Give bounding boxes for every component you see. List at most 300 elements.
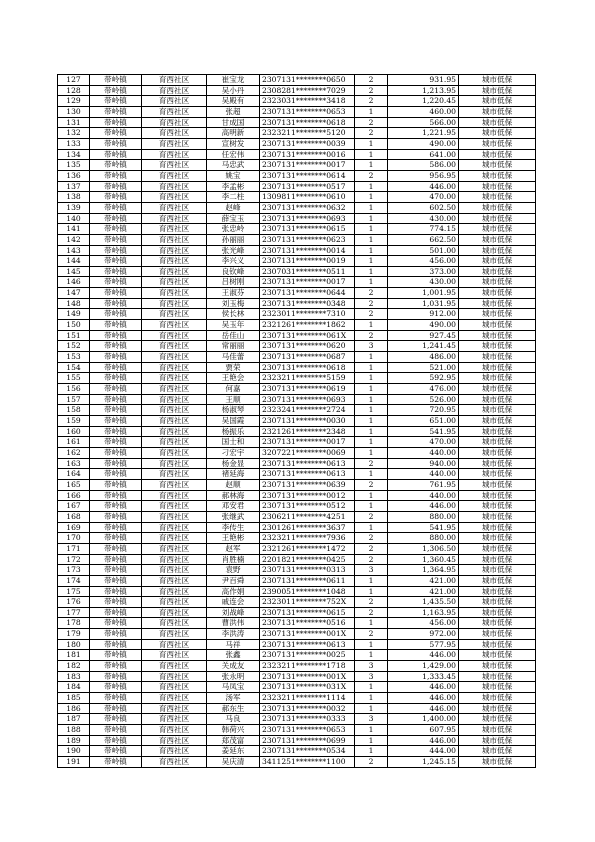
table-row — [58, 234, 536, 245]
table-row — [58, 384, 536, 395]
amount-cell: 456.00 — [388, 256, 459, 267]
town-cell: 带岭镇 — [90, 181, 142, 192]
name-cell: 侯长林 — [207, 309, 260, 320]
household-count-cell: 2 — [355, 607, 388, 618]
row-number-cell: 187 — [58, 714, 90, 725]
id-number-cell: 2307131********0017 — [260, 437, 355, 448]
town-cell: 带岭镇 — [90, 671, 142, 682]
name-cell: 张永明 — [207, 671, 260, 682]
id-number-cell: 2307131********0017 — [260, 277, 355, 288]
name-cell: 常丽丽 — [207, 341, 260, 352]
table-row — [58, 543, 536, 554]
town-cell: 带岭镇 — [90, 85, 142, 96]
table-row — [58, 75, 536, 86]
id-number-cell: 2307131********0653 — [260, 106, 355, 117]
amount-cell: 440.00 — [388, 490, 459, 501]
amount-cell: 662.50 — [388, 234, 459, 245]
id-number-cell: 2307131********0613 — [260, 458, 355, 469]
id-number-cell: 2307131********0613 — [260, 639, 355, 650]
town-cell: 带岭镇 — [90, 117, 142, 128]
household-count-cell: 1 — [355, 320, 388, 331]
amount-cell: 1,163.95 — [388, 607, 459, 618]
table-row — [58, 533, 536, 544]
row-number-cell: 161 — [58, 437, 90, 448]
id-number-cell: 2307131********0623 — [260, 234, 355, 245]
id-number-cell: 2306211********4251 — [260, 511, 355, 522]
row-number-cell: 165 — [58, 479, 90, 490]
row-number-cell: 145 — [58, 266, 90, 277]
name-cell: 崔宝龙 — [207, 75, 260, 86]
amount-cell: 444.00 — [388, 746, 459, 757]
assistance-type-cell: 城市低保 — [459, 138, 536, 149]
name-cell: 吴殿有 — [207, 96, 260, 107]
name-cell: 姚宝 — [207, 170, 260, 181]
assistance-type-cell: 城市低保 — [459, 682, 536, 693]
name-cell: 赵峰 — [207, 202, 260, 213]
household-count-cell: 2 — [355, 757, 388, 768]
row-number-cell: 175 — [58, 586, 90, 597]
row-number-cell: 174 — [58, 575, 90, 586]
table-row — [58, 458, 536, 469]
community-cell: 育西社区 — [142, 405, 207, 416]
community-cell: 育西社区 — [142, 607, 207, 618]
community-cell: 育西社区 — [142, 639, 207, 650]
table-row — [58, 352, 536, 363]
town-cell: 带岭镇 — [90, 693, 142, 704]
table-row — [58, 96, 536, 107]
table-row — [58, 650, 536, 661]
table-row — [58, 639, 536, 650]
id-number-cell: 2307131********0611 — [260, 575, 355, 586]
town-cell: 带岭镇 — [90, 330, 142, 341]
household-count-cell: 1 — [355, 106, 388, 117]
table-row — [58, 597, 536, 608]
household-count-cell: 1 — [355, 202, 388, 213]
household-count-cell: 3 — [355, 565, 388, 576]
community-cell: 育西社区 — [142, 192, 207, 203]
community-cell: 育西社区 — [142, 735, 207, 746]
name-cell: 关成友 — [207, 661, 260, 672]
row-number-cell: 146 — [58, 277, 90, 288]
amount-cell: 592.95 — [388, 373, 459, 384]
table-row — [58, 725, 536, 736]
amount-cell: 541.95 — [388, 522, 459, 533]
household-count-cell: 1 — [355, 650, 388, 661]
id-number-cell: 2323241********2724 — [260, 405, 355, 416]
town-cell: 带岭镇 — [90, 234, 142, 245]
town-cell: 带岭镇 — [90, 469, 142, 480]
household-count-cell: 1 — [355, 149, 388, 160]
household-count-cell: 3 — [355, 341, 388, 352]
assistance-type-cell: 城市低保 — [459, 128, 536, 139]
amount-cell: 880.00 — [388, 533, 459, 544]
community-cell: 育西社区 — [142, 85, 207, 96]
community-cell: 育西社区 — [142, 256, 207, 267]
name-cell: 杨振乐 — [207, 426, 260, 437]
amount-cell: 880.00 — [388, 511, 459, 522]
community-cell: 育西社区 — [142, 352, 207, 363]
id-number-cell: 2307131********0313 — [260, 565, 355, 576]
town-cell: 带岭镇 — [90, 138, 142, 149]
amount-cell: 1,306.50 — [388, 543, 459, 554]
id-number-cell: 2307131********0687 — [260, 352, 355, 363]
assistance-type-cell: 城市低保 — [459, 160, 536, 171]
town-cell: 带岭镇 — [90, 757, 142, 768]
name-cell: 王艳会 — [207, 373, 260, 384]
table-row — [58, 437, 536, 448]
name-cell: 张超 — [207, 106, 260, 117]
community-cell: 育西社区 — [142, 75, 207, 86]
assistance-type-cell: 城市低保 — [459, 341, 536, 352]
community-cell: 育西社区 — [142, 703, 207, 714]
id-number-cell: 2307131********0039 — [260, 138, 355, 149]
id-number-cell: 2301261********3637 — [260, 522, 355, 533]
town-cell: 带岭镇 — [90, 170, 142, 181]
amount-cell: 651.00 — [388, 416, 459, 427]
household-count-cell: 1 — [355, 160, 388, 171]
assistance-type-cell: 城市低保 — [459, 533, 536, 544]
assistance-type-cell: 城市低保 — [459, 629, 536, 640]
town-cell: 带岭镇 — [90, 725, 142, 736]
row-number-cell: 142 — [58, 234, 90, 245]
name-cell: 李二柱 — [207, 192, 260, 203]
row-number-cell: 134 — [58, 149, 90, 160]
row-number-cell: 159 — [58, 416, 90, 427]
town-cell: 带岭镇 — [90, 96, 142, 107]
community-cell: 育西社区 — [142, 160, 207, 171]
name-cell: 刘战峰 — [207, 607, 260, 618]
table-row — [58, 693, 536, 704]
name-cell: 吕树刚 — [207, 277, 260, 288]
row-number-cell: 144 — [58, 256, 90, 267]
amount-cell: 446.00 — [388, 501, 459, 512]
assistance-type-cell: 城市低保 — [459, 671, 536, 682]
amount-cell: 1,213.95 — [388, 85, 459, 96]
beneficiary-table-body — [58, 75, 536, 768]
household-count-cell: 2 — [355, 128, 388, 139]
amount-cell: 526.00 — [388, 394, 459, 405]
id-number-cell: 2321261********1862 — [260, 320, 355, 331]
household-count-cell: 1 — [355, 138, 388, 149]
town-cell: 带岭镇 — [90, 405, 142, 416]
town-cell: 带岭镇 — [90, 543, 142, 554]
row-number-cell: 153 — [58, 352, 90, 363]
community-cell: 育西社区 — [142, 597, 207, 608]
id-number-cell: 2308281********7029 — [260, 85, 355, 96]
amount-cell: 470.00 — [388, 437, 459, 448]
community-cell: 育西社区 — [142, 650, 207, 661]
assistance-type-cell: 城市低保 — [459, 298, 536, 309]
assistance-type-cell: 城市低保 — [459, 309, 536, 320]
id-number-cell: 2307131********0618 — [260, 117, 355, 128]
id-number-cell: 2307131********0032 — [260, 703, 355, 714]
household-count-cell: 2 — [355, 330, 388, 341]
table-row — [58, 746, 536, 757]
household-count-cell: 1 — [355, 416, 388, 427]
name-cell: 姜延东 — [207, 746, 260, 757]
community-cell: 育西社区 — [142, 117, 207, 128]
name-cell: 马凤宝 — [207, 682, 260, 693]
amount-cell: 1,220.45 — [388, 96, 459, 107]
assistance-type-cell: 城市低保 — [459, 426, 536, 437]
community-cell: 育西社区 — [142, 458, 207, 469]
beneficiary-table — [57, 74, 536, 768]
amount-cell: 486.00 — [388, 352, 459, 363]
household-count-cell: 1 — [355, 394, 388, 405]
assistance-type-cell: 城市低保 — [459, 607, 536, 618]
assistance-type-cell: 城市低保 — [459, 746, 536, 757]
household-count-cell: 2 — [355, 298, 388, 309]
row-number-cell: 156 — [58, 384, 90, 395]
town-cell: 带岭镇 — [90, 426, 142, 437]
household-count-cell: 2 — [355, 309, 388, 320]
assistance-type-cell: 城市低保 — [459, 661, 536, 672]
town-cell: 带岭镇 — [90, 256, 142, 267]
id-number-cell: 3411251********1100 — [260, 757, 355, 768]
household-count-cell: 1 — [355, 405, 388, 416]
name-cell: 高作娟 — [207, 586, 260, 597]
amount-cell: 490.00 — [388, 320, 459, 331]
amount-cell: 421.00 — [388, 586, 459, 597]
household-count-cell: 1 — [355, 693, 388, 704]
id-number-cell: 2321261********2348 — [260, 426, 355, 437]
amount-cell: 927.45 — [388, 330, 459, 341]
name-cell: 邓安君 — [207, 501, 260, 512]
community-cell: 育西社区 — [142, 757, 207, 768]
household-count-cell: 1 — [355, 437, 388, 448]
assistance-type-cell: 城市低保 — [459, 245, 536, 256]
amount-cell: 440.00 — [388, 447, 459, 458]
community-cell: 育西社区 — [142, 106, 207, 117]
assistance-type-cell: 城市低保 — [459, 565, 536, 576]
name-cell: 张鑫 — [207, 650, 260, 661]
table-row — [58, 511, 536, 522]
id-number-cell: 2307131********0619 — [260, 384, 355, 395]
amount-cell: 1,400.00 — [388, 714, 459, 725]
community-cell: 育西社区 — [142, 416, 207, 427]
name-cell: 马祥 — [207, 639, 260, 650]
row-number-cell: 137 — [58, 181, 90, 192]
name-cell: 郝林海 — [207, 490, 260, 501]
name-cell: 戚连会 — [207, 597, 260, 608]
table-row — [58, 160, 536, 171]
name-cell: 尹百舜 — [207, 575, 260, 586]
row-number-cell: 131 — [58, 117, 90, 128]
table-row — [58, 288, 536, 299]
table-row — [58, 394, 536, 405]
community-cell: 育西社区 — [142, 490, 207, 501]
amount-cell: 430.00 — [388, 213, 459, 224]
community-cell: 育西社区 — [142, 224, 207, 235]
id-number-cell: 2307131********0693 — [260, 394, 355, 405]
amount-cell: 940.00 — [388, 458, 459, 469]
town-cell: 带岭镇 — [90, 639, 142, 650]
name-cell: 贾荣 — [207, 362, 260, 373]
household-count-cell: 1 — [355, 426, 388, 437]
town-cell: 带岭镇 — [90, 479, 142, 490]
assistance-type-cell: 城市低保 — [459, 96, 536, 107]
id-number-cell: 2323211********5159 — [260, 373, 355, 384]
table-row — [58, 501, 536, 512]
community-cell: 育西社区 — [142, 234, 207, 245]
amount-cell: 476.00 — [388, 384, 459, 395]
assistance-type-cell: 城市低保 — [459, 149, 536, 160]
table-row — [58, 479, 536, 490]
name-cell: 吴庆清 — [207, 757, 260, 768]
row-number-cell: 136 — [58, 170, 90, 181]
table-row — [58, 341, 536, 352]
table-row — [58, 447, 536, 458]
household-count-cell: 1 — [355, 682, 388, 693]
table-row — [58, 661, 536, 672]
household-count-cell: 1 — [355, 447, 388, 458]
town-cell: 带岭镇 — [90, 277, 142, 288]
table-row — [58, 405, 536, 416]
amount-cell: 460.00 — [388, 106, 459, 117]
community-cell: 育西社区 — [142, 320, 207, 331]
town-cell: 带岭镇 — [90, 682, 142, 693]
assistance-type-cell: 城市低保 — [459, 373, 536, 384]
community-cell: 育西社区 — [142, 138, 207, 149]
amount-cell: 720.95 — [388, 405, 459, 416]
name-cell: 张忠岭 — [207, 224, 260, 235]
table-row — [58, 575, 536, 586]
id-number-cell: 2307131********0615 — [260, 607, 355, 618]
name-cell: 吴国霞 — [207, 416, 260, 427]
name-cell: 郑茂富 — [207, 735, 260, 746]
id-number-cell: 2307131********0012 — [260, 490, 355, 501]
name-cell: 刁宏宇 — [207, 447, 260, 458]
community-cell: 育西社区 — [142, 277, 207, 288]
town-cell: 带岭镇 — [90, 309, 142, 320]
row-number-cell: 143 — [58, 245, 90, 256]
id-number-cell: 2307131********0653 — [260, 725, 355, 736]
name-cell: 郝东生 — [207, 703, 260, 714]
household-count-cell: 1 — [355, 245, 388, 256]
community-cell: 育西社区 — [142, 426, 207, 437]
table-row — [58, 266, 536, 277]
household-count-cell: 2 — [355, 96, 388, 107]
assistance-type-cell: 城市低保 — [459, 586, 536, 597]
household-count-cell: 1 — [355, 224, 388, 235]
row-number-cell: 133 — [58, 138, 90, 149]
community-cell: 育西社区 — [142, 565, 207, 576]
amount-cell: 1,241.45 — [388, 341, 459, 352]
community-cell: 育西社区 — [142, 746, 207, 757]
row-number-cell: 132 — [58, 128, 90, 139]
town-cell: 带岭镇 — [90, 490, 142, 501]
row-number-cell: 151 — [58, 330, 90, 341]
town-cell: 带岭镇 — [90, 554, 142, 565]
town-cell: 带岭镇 — [90, 597, 142, 608]
community-cell: 育西社区 — [142, 245, 207, 256]
id-number-cell: 2307131********0512 — [260, 501, 355, 512]
household-count-cell: 1 — [355, 384, 388, 395]
name-cell: 宣树发 — [207, 138, 260, 149]
amount-cell: 1,360.45 — [388, 554, 459, 565]
assistance-type-cell: 城市低保 — [459, 650, 536, 661]
name-cell: 杨金显 — [207, 458, 260, 469]
amount-cell: 373.00 — [388, 266, 459, 277]
name-cell: 赵顺 — [207, 479, 260, 490]
household-count-cell: 1 — [355, 735, 388, 746]
community-cell: 育西社区 — [142, 661, 207, 672]
row-number-cell: 152 — [58, 341, 90, 352]
table-row — [58, 703, 536, 714]
id-number-cell: 2307131********0030 — [260, 416, 355, 427]
town-cell: 带岭镇 — [90, 352, 142, 363]
table-row — [58, 181, 536, 192]
assistance-type-cell: 城市低保 — [459, 618, 536, 629]
town-cell: 带岭镇 — [90, 149, 142, 160]
name-cell: 马良 — [207, 714, 260, 725]
row-number-cell: 188 — [58, 725, 90, 736]
row-number-cell: 140 — [58, 213, 90, 224]
row-number-cell: 163 — [58, 458, 90, 469]
community-cell: 育西社区 — [142, 213, 207, 224]
household-count-cell: 1 — [355, 586, 388, 597]
community-cell: 育西社区 — [142, 629, 207, 640]
row-number-cell: 182 — [58, 661, 90, 672]
town-cell: 带岭镇 — [90, 224, 142, 235]
id-number-cell: 2307131********0534 — [260, 746, 355, 757]
name-cell: 何嘉 — [207, 384, 260, 395]
assistance-type-cell: 城市低保 — [459, 437, 536, 448]
community-cell: 育西社区 — [142, 437, 207, 448]
household-count-cell: 2 — [355, 629, 388, 640]
town-cell: 带岭镇 — [90, 447, 142, 458]
assistance-type-cell: 城市低保 — [459, 543, 536, 554]
table-row — [58, 607, 536, 618]
table-row — [58, 85, 536, 96]
town-cell: 带岭镇 — [90, 298, 142, 309]
household-count-cell: 2 — [355, 288, 388, 299]
community-cell: 育西社区 — [142, 501, 207, 512]
assistance-type-cell: 城市低保 — [459, 224, 536, 235]
assistance-type-cell: 城市低保 — [459, 320, 536, 331]
amount-cell: 521.00 — [388, 362, 459, 373]
name-cell: 张光峰 — [207, 245, 260, 256]
id-number-cell: 2323211********5120 — [260, 128, 355, 139]
name-cell: 薛宝玉 — [207, 213, 260, 224]
table-row — [58, 213, 536, 224]
id-number-cell: 2321261********1472 — [260, 543, 355, 554]
assistance-type-cell: 城市低保 — [459, 639, 536, 650]
town-cell: 带岭镇 — [90, 735, 142, 746]
assistance-type-cell: 城市低保 — [459, 106, 536, 117]
community-cell: 育西社区 — [142, 394, 207, 405]
amount-cell: 421.00 — [388, 575, 459, 586]
id-number-cell: 2307131********001X — [260, 671, 355, 682]
community-cell: 育西社区 — [142, 682, 207, 693]
assistance-type-cell: 城市低保 — [459, 75, 536, 86]
row-number-cell: 176 — [58, 597, 90, 608]
id-number-cell: 2323211********1114 — [260, 693, 355, 704]
table-row — [58, 629, 536, 640]
community-cell: 育西社区 — [142, 522, 207, 533]
community-cell: 育西社区 — [142, 725, 207, 736]
table-row — [58, 735, 536, 746]
table-row — [58, 490, 536, 501]
row-number-cell: 180 — [58, 639, 90, 650]
town-cell: 带岭镇 — [90, 416, 142, 427]
table-row — [58, 192, 536, 203]
name-cell: 李孟彬 — [207, 181, 260, 192]
community-cell: 育西社区 — [142, 447, 207, 458]
household-count-cell: 1 — [355, 703, 388, 714]
community-cell: 育西社区 — [142, 288, 207, 299]
table-row — [58, 202, 536, 213]
